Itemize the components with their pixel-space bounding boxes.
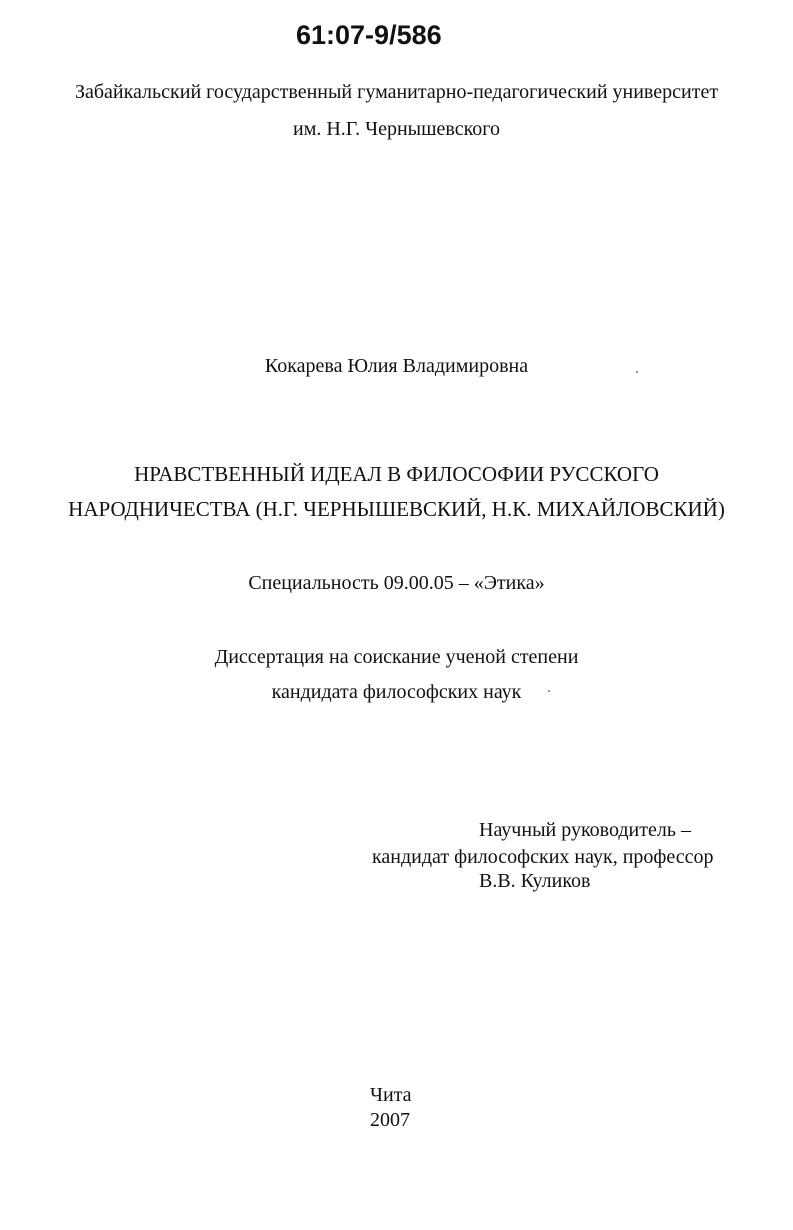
supervisor-name: В.В. Куликов [479,870,591,892]
degree-line1: Диссертация на соискание ученой степени [214,646,579,668]
city: Чита [370,1084,412,1106]
supervisor-credentials: кандидат философских наук, профессор [372,846,714,868]
year: 2007 [370,1109,410,1131]
catalog-code: 61:07-9/586 [296,20,442,50]
supervisor-role: Научный руководитель – [479,819,691,841]
university-name-line2: им. Н.Г. Чернышевского [292,118,500,140]
specialty: Специальность 09.00.05 – «Этика» [248,572,545,594]
author-name: Кокарева Юлия Владимировна [264,355,529,377]
degree-line2: кандидата философских наук [271,681,522,703]
university-name-line1: Забайкальский государственный гуманитарно-педагогический университет [74,81,719,103]
scan-speck [636,371,638,373]
scan-speck [548,690,550,692]
dissertation-title-line2: НАРОДНИЧЕСТВА (Н.Г. ЧЕРНЫШЕВСКИЙ, Н.К. МИХАЙЛОВСКИЙ) [68,497,725,521]
dissertation-title-line1: НРАВСТВЕННЫЙ ИДЕАЛ В ФИЛОСОФИИ РУССКОГО [134,462,659,486]
